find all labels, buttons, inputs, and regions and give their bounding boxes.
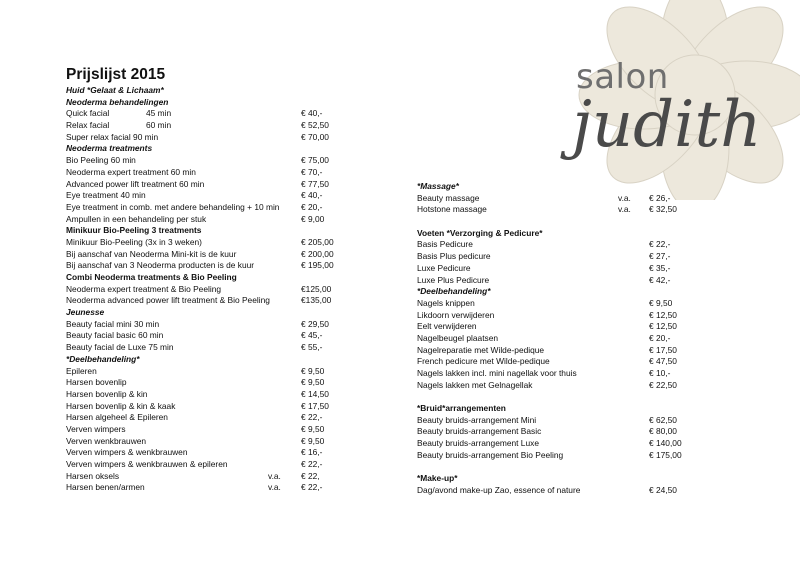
- page-title: Prijslijst 2015: [66, 66, 166, 83]
- section-title: *Massage*: [417, 181, 459, 191]
- price-row: [66, 412, 366, 424]
- section-heading: [417, 286, 697, 298]
- spacer: [417, 462, 697, 474]
- service-price: € 195,00: [301, 260, 334, 271]
- service-price: € 22,-: [301, 412, 323, 423]
- service-name: Eye treatment in comb. met andere behandeling + 10 min: [66, 201, 280, 212]
- spacer: [417, 216, 697, 228]
- service-name: Verven wimpers: [66, 423, 126, 434]
- service-name: Quick facial: [66, 108, 110, 119]
- service-name: Eelt verwijderen: [417, 321, 477, 332]
- service-price: € 40,-: [301, 190, 323, 201]
- service-price: € 200,00: [301, 248, 334, 259]
- service-price: € 9,50: [301, 365, 325, 376]
- price-row: [66, 401, 366, 413]
- service-name: Ampullen in een behandeling per stuk: [66, 213, 207, 224]
- service-price: € 175,00: [649, 449, 682, 460]
- section-title: *Make-up*: [417, 473, 458, 484]
- service-price: € 32,50: [649, 204, 677, 215]
- price-row: [66, 179, 366, 191]
- section-heading: [66, 97, 366, 109]
- service-name: Likdoorn verwijderen: [417, 309, 495, 320]
- price-row: [66, 482, 366, 494]
- price-row: [66, 108, 366, 120]
- service-price: € 22,-: [301, 459, 323, 469]
- service-name: Harsen bovenlip: [66, 377, 127, 388]
- section-heading: [417, 403, 697, 415]
- service-name: Harsen bovenlip & kin: [66, 388, 148, 399]
- price-row: [417, 193, 697, 205]
- service-name: Bij aanschaf van Neoderma Mini-kit is de kuur: [66, 248, 237, 259]
- service-price: € 45,-: [301, 330, 323, 341]
- service-price: € 22,50: [649, 379, 677, 390]
- service-name: Harsen oksels: [66, 470, 120, 481]
- service-price: € 24,50: [649, 484, 677, 495]
- service-price: € 12,50: [649, 321, 677, 332]
- service-price: € 140,00: [649, 438, 682, 449]
- service-price: € 75,00: [301, 155, 329, 166]
- section-title: Neoderma treatments: [66, 143, 153, 154]
- logo-salon-text: salon: [576, 57, 669, 97]
- price-row: [66, 120, 366, 132]
- service-price: € 62,50: [649, 414, 677, 425]
- logo-judith-text: judith: [572, 88, 762, 162]
- service-name: Bij aanschaf van 3 Neoderma producten is de kuur: [66, 260, 255, 271]
- service-name: Verven wimpers & wenkbrauwen: [66, 447, 188, 458]
- price-column-right: [417, 181, 697, 497]
- price-row: [66, 132, 366, 144]
- service-price: € 70,-: [301, 166, 323, 177]
- service-price: € 17,50: [301, 400, 329, 411]
- price-row: [66, 459, 366, 471]
- section-title: Minikuur Bio-Peeling 3 treatments: [66, 225, 202, 236]
- service-name: Basis Pedicure: [417, 239, 473, 250]
- service-name: Neoderma advanced power lift treatment & Bio Peeling: [66, 295, 270, 306]
- service-price: € 35,-: [649, 262, 671, 273]
- service-name: Harsen algeheel & Epileren: [66, 412, 168, 423]
- service-price: € 77,50: [301, 178, 329, 189]
- price-row: [417, 450, 697, 462]
- section-heading: [66, 85, 366, 97]
- price-row: [66, 389, 366, 401]
- price-row: [417, 368, 697, 380]
- price-row: [417, 426, 697, 438]
- section-title: *Deelbehandeling*: [66, 353, 140, 364]
- price-row: [417, 204, 697, 216]
- service-name: Bio Peeling 60 min: [66, 155, 136, 166]
- service-price: €125,00: [301, 283, 332, 294]
- service-price: € 22,-: [301, 482, 323, 493]
- service-price: € 9,50: [649, 297, 673, 308]
- price-row: [66, 167, 366, 179]
- price-row: [66, 260, 366, 272]
- price-row: [66, 424, 366, 436]
- from-label: v.a.: [618, 192, 631, 203]
- service-price: € 80,00: [649, 426, 677, 437]
- service-name: French pedicure met Wilde-pedique: [417, 356, 550, 367]
- service-price: € 47,50: [649, 356, 677, 367]
- service-name: Hotstone massage: [417, 204, 487, 215]
- service-price: € 29,50: [301, 318, 329, 329]
- price-row: [66, 471, 366, 483]
- price-row: [66, 214, 366, 226]
- price-row: [66, 295, 366, 307]
- price-row: [417, 310, 697, 322]
- from-label: v.a.: [268, 482, 281, 493]
- section-title: Combi Neoderma treatments & Bio Peeling: [66, 272, 237, 282]
- service-price: € 9,50: [301, 423, 325, 434]
- service-name: Beauty facial basic 60 min: [66, 330, 164, 341]
- price-row: [66, 284, 366, 296]
- price-row: [417, 333, 697, 345]
- section-title: Neoderma behandelingen: [66, 96, 169, 107]
- price-row: [66, 190, 366, 202]
- service-name: Nagelbeugel plaatsen: [417, 332, 499, 343]
- price-row: [417, 251, 697, 263]
- price-row: [66, 249, 366, 261]
- service-price: € 16,-: [301, 447, 323, 458]
- service-price: €135,00: [301, 295, 332, 306]
- price-row: [66, 202, 366, 214]
- section-heading: [66, 272, 366, 284]
- section-heading: [66, 307, 366, 319]
- service-price: € 14,50: [301, 388, 329, 399]
- price-row: [417, 298, 697, 310]
- price-row: [417, 239, 697, 251]
- price-row: [66, 237, 366, 249]
- section-title: Jeunesse: [66, 307, 105, 318]
- service-name: Basis Plus pedicure: [417, 251, 491, 262]
- section-heading: [417, 473, 697, 485]
- service-name: Nagelreparatie met Wilde-pedique: [417, 344, 545, 355]
- service-name: Relax facial: [66, 120, 110, 131]
- from-label: v.a.: [268, 470, 281, 481]
- price-row: [66, 447, 366, 459]
- service-name: Beauty bruids-arrangement Bio Peeling: [417, 449, 564, 460]
- section-title: Huid *Gelaat & Lichaam*: [66, 85, 164, 95]
- service-price: € 70,00: [301, 131, 329, 142]
- section-title: Voeten *Verzorging & Pedicure*: [417, 227, 543, 238]
- service-price: € 26,-: [649, 192, 671, 203]
- service-name: Nagels lakken met Gelnagellak: [417, 379, 533, 390]
- service-name: Beauty bruids-arrangement Basic: [417, 426, 542, 437]
- service-price: € 17,50: [649, 344, 677, 355]
- service-price: € 10,-: [649, 368, 671, 378]
- service-name: Verven wenkbrauwen: [66, 435, 147, 446]
- price-row: [417, 485, 697, 497]
- service-duration: 60 min: [146, 120, 172, 131]
- price-row: [66, 330, 366, 342]
- service-price: € 205,00: [301, 236, 334, 247]
- price-row: [417, 380, 697, 392]
- section-heading: [66, 225, 366, 237]
- service-price: € 22,-: [649, 239, 671, 250]
- section-heading: [417, 228, 697, 240]
- service-name: Luxe Pedicure: [417, 262, 471, 273]
- section-title: *Deelbehandeling*: [417, 286, 491, 297]
- section-title: *Bruid*arrangementen: [417, 403, 506, 414]
- service-name: Neoderma expert treatment 60 min: [66, 166, 196, 177]
- service-price: € 42,-: [649, 274, 671, 285]
- service-price: € 52,50: [301, 120, 329, 131]
- price-row: [417, 275, 697, 287]
- price-row: [66, 436, 366, 448]
- service-name: Nagels knippen: [417, 297, 475, 308]
- service-name: Minikuur Bio-Peeling (3x in 3 weken): [66, 236, 202, 247]
- service-name: Eye treatment 40 min: [66, 190, 146, 201]
- price-row: [417, 356, 697, 368]
- price-row: [66, 342, 366, 354]
- price-row: [66, 377, 366, 389]
- service-name: Super relax facial 90 min: [66, 131, 159, 142]
- service-name: Beauty facial mini 30 min: [66, 318, 160, 329]
- service-price: € 22,: [301, 470, 320, 481]
- service-name: Verven wimpers & wenkbrauwen & epileren: [66, 459, 228, 469]
- price-row: [417, 415, 697, 427]
- section-heading: [66, 354, 366, 366]
- service-price: € 40,-: [301, 108, 323, 119]
- service-price: € 27,-: [649, 251, 671, 262]
- service-name: Advanced power lift treatment 60 min: [66, 178, 205, 189]
- price-row: [417, 263, 697, 275]
- price-row: [66, 155, 366, 167]
- service-price: € 20,-: [649, 332, 671, 343]
- price-row: [66, 366, 366, 378]
- section-heading: [417, 181, 697, 193]
- section-heading: [66, 143, 366, 155]
- service-name: Beauty facial de Luxe 75 min: [66, 342, 174, 353]
- service-price: € 55,-: [301, 342, 323, 353]
- price-row: [417, 438, 697, 450]
- service-name: Neoderma expert treatment & Bio Peeling: [66, 283, 222, 294]
- service-name: Beauty bruids-arrangement Luxe: [417, 438, 539, 449]
- price-row: [417, 321, 697, 333]
- service-name: Harsen bovenlip & kin & kaak: [66, 400, 176, 411]
- price-row: [417, 345, 697, 357]
- from-label: v.a.: [618, 204, 631, 215]
- service-name: Beauty massage: [417, 192, 480, 203]
- service-price: € 9,00: [301, 213, 325, 224]
- service-price: € 20,-: [301, 201, 323, 212]
- service-name: Dag/avond make-up Zao, essence of nature: [417, 484, 581, 495]
- service-duration: 45 min: [146, 108, 172, 119]
- service-name: Nagels lakken incl. mini nagellak voor thuis: [417, 368, 577, 378]
- service-name: Beauty bruids-arrangement Mini: [417, 414, 537, 425]
- service-name: Luxe Plus Pedicure: [417, 274, 490, 285]
- price-row: [66, 319, 366, 331]
- service-price: € 9,50: [301, 435, 325, 446]
- price-column-left: [66, 85, 366, 494]
- service-name: Harsen benen/armen: [66, 482, 145, 493]
- service-price: € 12,50: [649, 309, 677, 320]
- salon-logo: [560, 0, 800, 200]
- service-name: Epileren: [66, 365, 97, 376]
- service-price: € 9,50: [301, 377, 325, 388]
- spacer: [417, 391, 697, 403]
